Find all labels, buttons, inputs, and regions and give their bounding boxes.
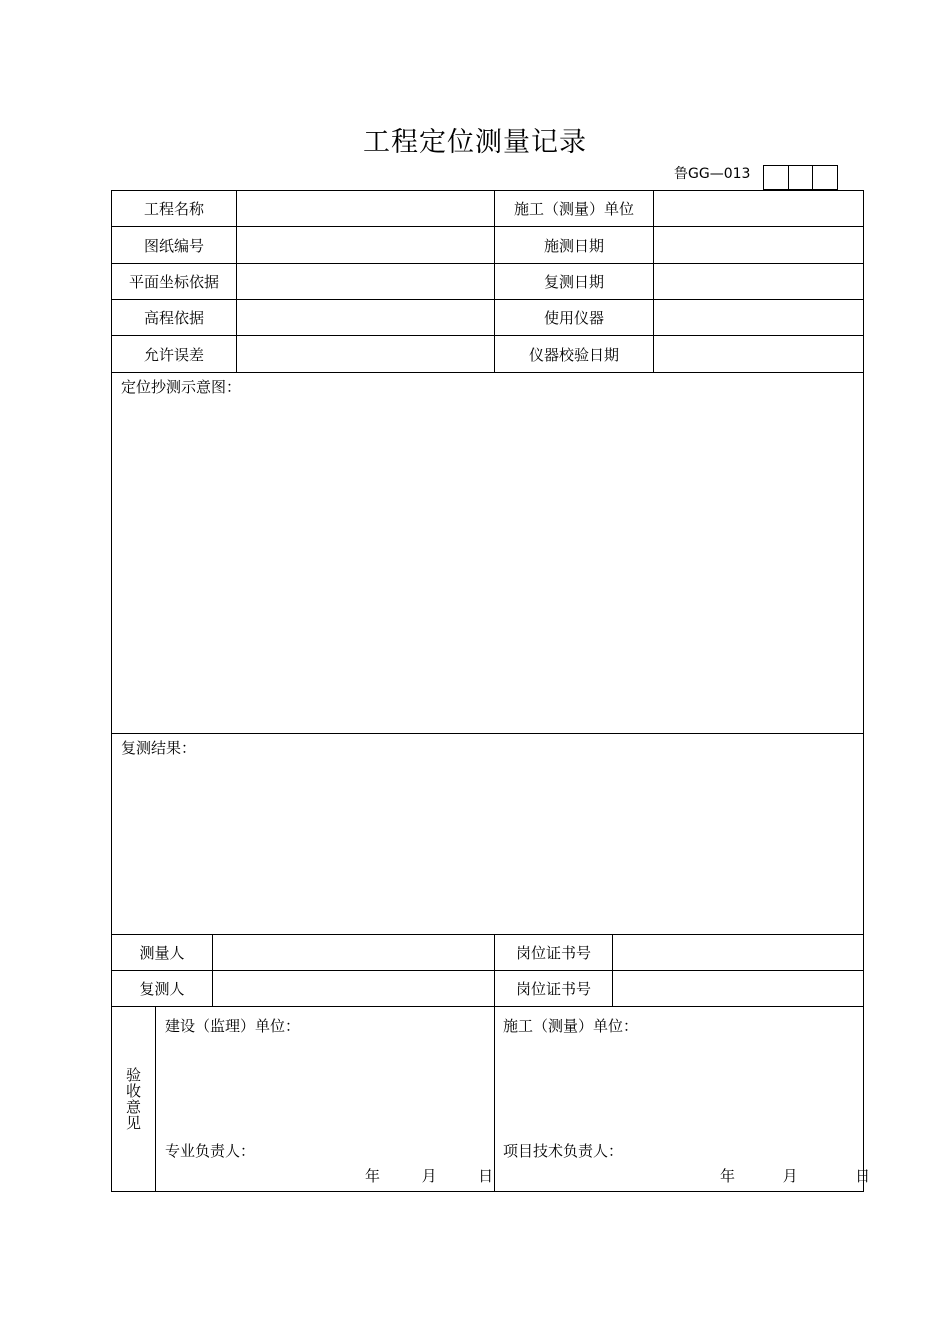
form-number-boxes[interactable] [763, 165, 838, 190]
label-survey-date: 施测日期 [543, 236, 604, 255]
left-signature-date [365, 1165, 493, 1186]
field-surveyor[interactable] [213, 935, 494, 970]
label-resurvey-date: 复测日期 [543, 273, 604, 291]
result-label: 复测结果： [121, 739, 197, 757]
label-project-name: 工程名称 [143, 200, 204, 218]
field-instrument-used[interactable] [654, 300, 863, 335]
label-construction-survey-unit: 施工（测量）单位 [513, 200, 634, 218]
acceptance-side-label [112, 1006, 155, 1191]
row-divider [111, 1006, 864, 1007]
right-date-month: 月 [782, 1167, 798, 1185]
label-elevation-basis: 高程依据 [143, 309, 204, 327]
col-divider [155, 1006, 156, 1192]
field-drawing-number[interactable] [237, 227, 494, 263]
label-plane-coordinate-basis: 平面坐标依据 [128, 273, 219, 291]
row-divider [111, 733, 864, 734]
field-resurveyor-certificate-number[interactable] [613, 971, 863, 1006]
page-title: 工程定位测量记录 [363, 127, 587, 158]
field-survey-date[interactable] [654, 227, 863, 263]
form-number-box-2[interactable] [788, 166, 813, 189]
left-date-year: 年 [365, 1167, 381, 1185]
field-surveyor-certificate-number[interactable] [613, 935, 863, 970]
label-instrument-used: 使用仪器 [543, 309, 604, 327]
label-resurveyor-certificate-number: 岗位证书号 [515, 980, 591, 998]
row-divider [111, 372, 864, 373]
field-project-name[interactable] [237, 191, 494, 226]
col-divider [494, 1006, 495, 1192]
label-allowable-error: 允许误差 [143, 345, 204, 364]
form-number-box-1[interactable] [764, 166, 788, 189]
left-date-month: 月 [421, 1167, 437, 1185]
acceptance-side-label-text: 验收意见 [124, 1066, 142, 1131]
label-instrument-calibration-date: 仪器校验日期 [528, 345, 619, 364]
label-drawing-number: 图纸编号 [143, 236, 204, 255]
form-code: 鲁GG—013 [674, 166, 751, 182]
sketch-label: 定位抄测示意图： [121, 378, 242, 396]
right-date-year: 年 [720, 1167, 736, 1185]
label-construction-survey-unit-sign: 施工（测量）单位： [503, 1017, 639, 1035]
form-number-box-3[interactable] [812, 166, 837, 189]
field-instrument-calibration-date[interactable] [654, 336, 863, 372]
label-construction-supervision-unit: 建设（监理）单位： [165, 1017, 301, 1035]
field-construction-survey-unit[interactable] [654, 191, 863, 226]
left-date-day: 日 [478, 1167, 494, 1185]
result-area[interactable] [112, 760, 863, 933]
label-project-technical-lead: 项目技术负责人： [503, 1142, 624, 1160]
label-surveyor-certificate-number: 岗位证书号 [515, 944, 591, 962]
field-resurvey-date[interactable] [654, 264, 863, 299]
label-professional-in-charge: 专业负责人： [165, 1142, 256, 1160]
field-elevation-basis[interactable] [237, 300, 494, 335]
label-surveyor: 测量人 [139, 944, 185, 962]
label-resurveyor: 复测人 [139, 980, 185, 998]
field-resurveyor[interactable] [213, 971, 494, 1006]
right-date-day: 日 [855, 1167, 871, 1185]
right-signature-date [720, 1165, 870, 1186]
field-allowable-error[interactable] [237, 336, 494, 372]
sketch-area[interactable] [112, 398, 863, 732]
field-plane-coordinate-basis[interactable] [237, 264, 494, 299]
